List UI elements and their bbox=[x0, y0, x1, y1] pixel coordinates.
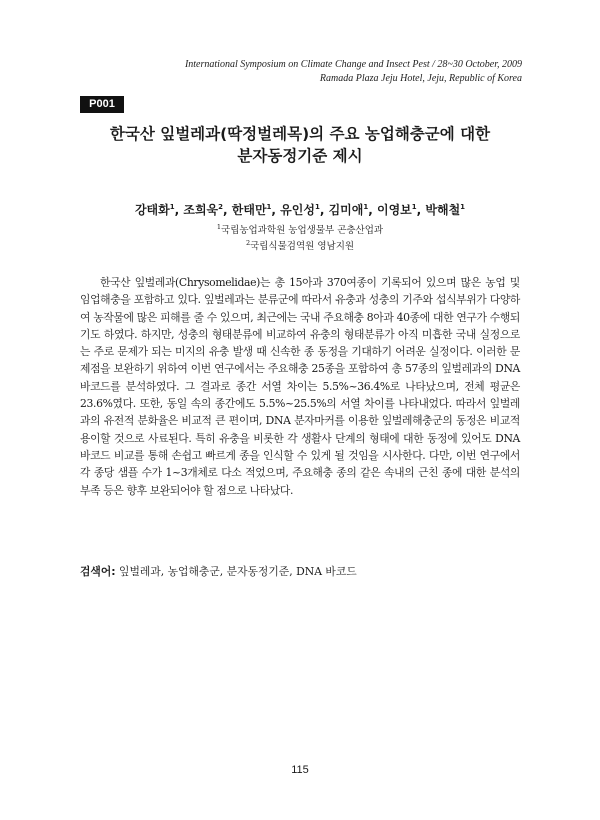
page-number: 115 bbox=[291, 764, 309, 776]
author-affiliation-mark: 2 bbox=[218, 203, 224, 211]
conference-header bbox=[185, 58, 522, 86]
author-name: 조희욱 bbox=[183, 203, 219, 217]
author-name: 이영보 bbox=[376, 203, 412, 217]
author-name: 유인성 bbox=[280, 203, 315, 217]
author-list: 강태화$^1$, 조희욱$^2$, 한태만$^1$, 유인성$^1$, 김미애$^1$, 이영보$^1$, 박해철$^1$ bbox=[134, 203, 466, 217]
author-affiliation-mark: 1 bbox=[314, 203, 320, 211]
header-line-2: Ramada Plaza Jeju Hotel, Jeju, Republic of Korea bbox=[319, 73, 522, 84]
author-affiliation-mark: 1 bbox=[169, 203, 175, 211]
author-name: 한태만 bbox=[231, 203, 267, 217]
author-name: 강태화 bbox=[134, 203, 170, 217]
affiliation-list bbox=[60, 221, 540, 253]
author-affiliation-mark: 1 bbox=[363, 203, 369, 211]
header-line-1: International Symposium on Climate Change and Insect Pest / 28~30 October, 2009 bbox=[184, 59, 522, 70]
author-name: 박해철 bbox=[425, 203, 461, 217]
keywords-line bbox=[80, 564, 520, 580]
abstract-paragraph: 한국산 잎벌레과(Chrysomelidae)는 총 15아과 370여종이 기록되어 있으며 많은 농업 및 임업해충을 포함하고 있다. 잎벌레과는 분류군에 따라서 유충과 성충의 기주와 섭식부위가 다양하여 농작물에 많은 피해를 줄 수 있으며, 최근에는 국내 주요해충 8아과 40종에 대한 연구가 수행되기도 하였다. 하지만, 성충의 형태분류에 비교하여 유충의 형태분류가 아직 미흡한 국내 실정으로는 주로 문제가 되는 미지의 유충 발생 때 신속한 종 동정을 기대하기 어려운 실정이다. 이러한 문제점을 보완하기 위하여 이번 연구에서는 주요해충 25종을 포함하여 총 57종의 잎벌레과의 DNA 바코드를 분석하였다. 그 결과로 종간 서열 차이는 5.5%~36.4%로 나타났으며, 전체 평균은 23.6%였다. 또한, 동일 속의 종간에도 5.5%~25.5%의 서열 차이를 나타내었다. 따라서 잎벌레과의 유전적 분화율은 비교적 큰 편이며, DNA 분자마커를 이용한 잎벌레해충군의 동정은 비교적 용이할 것으로 사료된다. 특히 유충을 비롯한 각 생활사 단계의 형태에 대한 동정에 있어도 DNA 바코드 비교를 통해 손쉽고 빠르게 종을 인식할 수 있게 될 것임을 시사한다. 다만, 이번 연구에서 각 종당 샘플 수가 1~3개체로 다소 적었으며, 주요해충 종의 같은 속내의 근친 종에 대한 분석의 부족 등은 향후 보완되어야 할 점으로 나타났다. bbox=[80, 276, 520, 497]
paper-title bbox=[60, 123, 540, 167]
title-line-2: 분자동정기준 제시 bbox=[237, 147, 363, 165]
author-affiliation-mark: 1 bbox=[460, 203, 466, 211]
affiliation-2: $^2$국립식물검역원 영남지원 bbox=[245, 239, 355, 253]
author-affiliation-mark: 1 bbox=[266, 203, 272, 211]
author-name: 김미애 bbox=[328, 203, 364, 217]
keywords-label: 검색어: bbox=[80, 565, 116, 578]
affiliation-1: $^1$국립농업과학원 농업생물부 곤충산업과 bbox=[216, 223, 384, 237]
author-affiliation-mark: 1 bbox=[411, 203, 417, 211]
poster-code-badge: P001 bbox=[80, 96, 124, 113]
abstract-body bbox=[80, 274, 520, 499]
keywords-text: 잎벌레과, 농업해충군, 분자동정기준, DNA 바코드 bbox=[119, 565, 357, 578]
title-line-1: 한국산 잎벌레과(딱정벌레목)의 주요 농업해충군에 대한 bbox=[109, 125, 491, 143]
